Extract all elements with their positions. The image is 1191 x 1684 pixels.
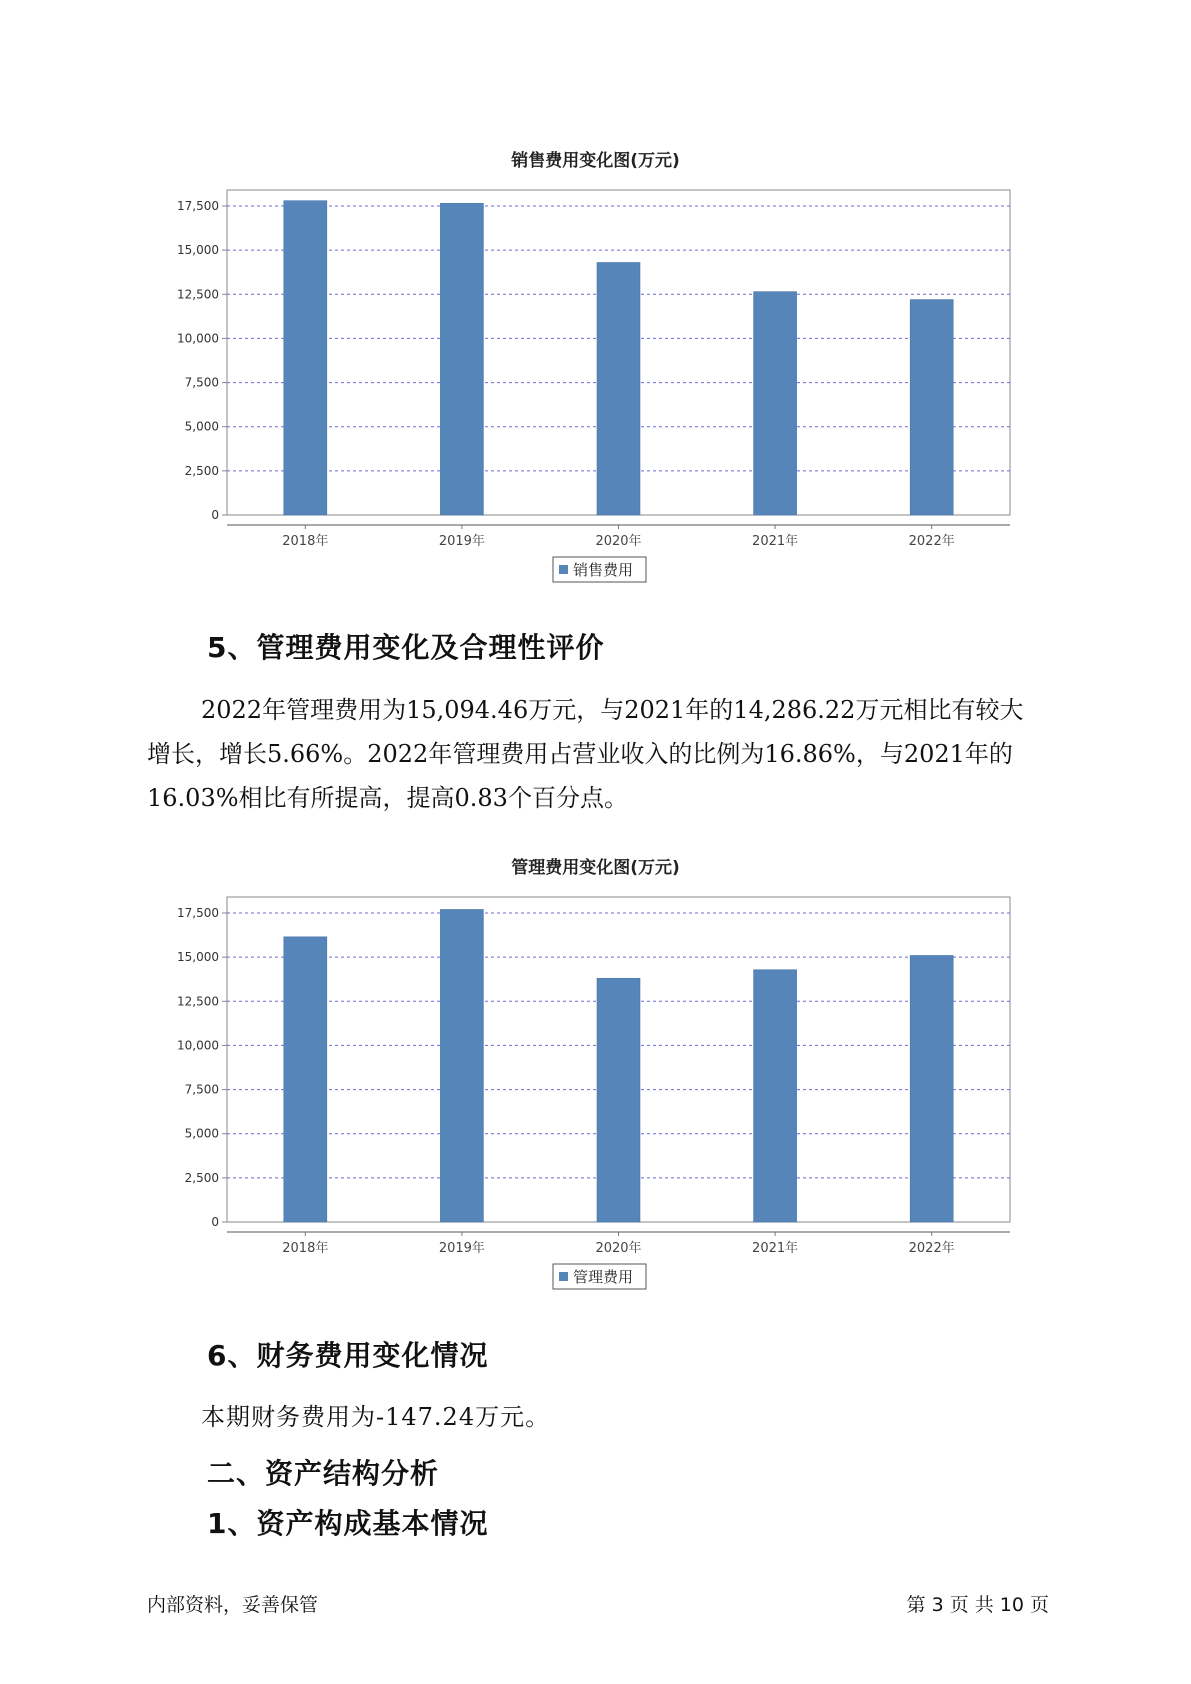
y-tick-label: 12,500 bbox=[177, 287, 219, 302]
x-tick-label: 2018年 bbox=[282, 534, 329, 549]
legend-label: 销售费用 bbox=[573, 561, 634, 579]
y-tick-label: 10,000 bbox=[177, 331, 219, 346]
chart-title-admin: 管理费用变化图(万元) bbox=[511, 858, 680, 878]
bar-2018年 bbox=[284, 201, 327, 515]
x-tick-label: 2020年 bbox=[595, 534, 642, 549]
x-tick-label: 2021年 bbox=[752, 1241, 799, 1256]
y-tick-label: 17,500 bbox=[177, 199, 219, 213]
bar-2021年 bbox=[754, 970, 797, 1222]
y-tick-label: 5,000 bbox=[184, 1126, 219, 1141]
sales-expense-chart bbox=[0, 170, 1191, 590]
footer-confidential: 内部资料，妥善保管 bbox=[147, 1594, 319, 1616]
chart-title-sales: 销售费用变化图(万元) bbox=[511, 151, 680, 171]
x-tick-label: 2022年 bbox=[908, 1241, 955, 1256]
y-tick-label: 7,500 bbox=[184, 1082, 219, 1097]
legend-swatch bbox=[559, 565, 568, 574]
section-ii-heading: 二、资产结构分析 bbox=[207, 1457, 440, 1490]
footer-page-number: 第 3 页 共 10 页 bbox=[906, 1594, 1049, 1616]
bar-2018年 bbox=[284, 937, 327, 1222]
x-tick-label: 2020年 bbox=[595, 1241, 642, 1256]
bar-2022年 bbox=[910, 300, 953, 515]
x-tick-label: 2022年 bbox=[908, 534, 955, 549]
section5-heading: 5、管理费用变化及合理性评价 bbox=[207, 631, 605, 664]
y-tick-label: 17,500 bbox=[177, 906, 219, 920]
x-tick-label: 2019年 bbox=[438, 534, 485, 549]
y-tick-label: 15,000 bbox=[177, 950, 219, 965]
bar-2020年 bbox=[597, 263, 640, 515]
bar-2021年 bbox=[754, 292, 797, 515]
bar-2019年 bbox=[440, 909, 483, 1222]
y-tick-label: 7,500 bbox=[184, 375, 219, 390]
section6-text: 本期财务费用为-147.24万元。 bbox=[201, 1403, 551, 1431]
y-tick-label: 0 bbox=[211, 1215, 219, 1229]
y-tick-label: 5,000 bbox=[184, 419, 219, 434]
admin-expense-chart bbox=[0, 877, 1191, 1297]
y-tick-label: 2,500 bbox=[184, 1170, 219, 1185]
bar-2020年 bbox=[597, 978, 640, 1222]
x-tick-label: 2021年 bbox=[752, 534, 799, 549]
section-ii-1-heading: 1、资产构成基本情况 bbox=[207, 1507, 489, 1540]
bar-2022年 bbox=[910, 955, 953, 1222]
y-tick-label: 10,000 bbox=[177, 1038, 219, 1053]
legend-swatch bbox=[559, 1272, 568, 1281]
x-tick-label: 2018年 bbox=[282, 1241, 329, 1256]
y-tick-label: 12,500 bbox=[177, 994, 219, 1009]
y-tick-label: 0 bbox=[211, 508, 219, 522]
y-tick-label: 15,000 bbox=[177, 243, 219, 258]
section5-paragraph: 2022年管理费用为15,094.46万元，与2021年的14,286.22万元相比有较大增长，增长5.66%。2022年管理费用占营业收入的比例为16.86%，与2021年的16.03%相比有所提高，提高0.83个百分点。 bbox=[147, 696, 1024, 812]
x-tick-label: 2019年 bbox=[438, 1241, 485, 1256]
bar-2019年 bbox=[440, 203, 483, 515]
section6-heading: 6、财务费用变化情况 bbox=[207, 1339, 489, 1372]
y-tick-label: 2,500 bbox=[184, 463, 219, 478]
legend-label: 管理费用 bbox=[573, 1268, 634, 1286]
